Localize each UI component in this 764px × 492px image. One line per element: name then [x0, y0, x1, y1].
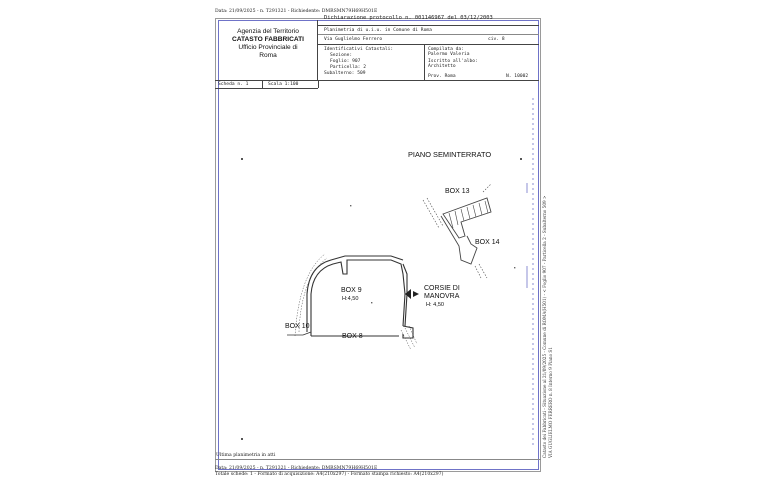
compiled-title: Compilata da:: [428, 47, 464, 52]
ident-subalterno: Subalterno: 509: [324, 71, 366, 76]
request-line: Data: 21/09/2025 - n. T291321 - Richiedente: DMRSMN79H69H501E: [215, 9, 378, 14]
last-plan-note: Ultima planimetria in atti: [216, 453, 276, 458]
floor-label: PIANO SEMINTERRATO: [408, 150, 492, 159]
ident-sezione: Sezione:: [330, 53, 353, 58]
ident-particella: Particella: 2: [330, 65, 366, 70]
registration-number: N. 10002: [506, 74, 529, 79]
protocol-line: Dichiarazione protocollo n. 001146967 del 03/12/2003: [324, 15, 493, 21]
ident-title: Identificativi Catastali:: [324, 47, 394, 52]
civic-number: civ. 8: [488, 37, 505, 42]
corsie-label-2: MANOVRA: [424, 293, 460, 300]
box9-height: H:4,50: [342, 296, 359, 302]
scheda-divider: [318, 80, 319, 88]
side-cadastral-line: Catasto dei Fabbricati - Situazione al 21/09/2025 - Comune di ROMA(H501) - < Foglio 907 - Particella 2 - Subalterno 509 >: [542, 195, 547, 458]
side-address-line: VIA GUGLIELMO FERRERO n. 8 Interno 9 Piano S1: [548, 347, 553, 458]
box13-box14-structure: [423, 184, 491, 278]
scheda-number: Scheda n. 1: [218, 82, 249, 87]
office-ufficio: Ufficio Provinciale di: [238, 44, 298, 51]
office-catasto: CATASTO FABBRICATI: [231, 36, 305, 43]
box8-label: BOX 8: [342, 333, 363, 340]
office-city: Roma: [259, 52, 277, 59]
header-divider: [424, 44, 425, 80]
header-rule: [318, 25, 539, 26]
planimetry-line: Planimetria di u.i.u. in Comune di Roma: [324, 28, 432, 33]
compiled-name: Palermo Valeria: [428, 52, 470, 57]
header-rule: [318, 34, 539, 35]
scale: Scala 1:100: [268, 82, 299, 87]
province: Prov. Roma: [428, 74, 456, 79]
office-agency: Agenzia del Territorio: [237, 28, 299, 35]
header-rule: [318, 44, 539, 45]
box14-label: BOX 14: [475, 239, 500, 246]
box9-structure: [307, 256, 413, 338]
header-rule: [318, 80, 539, 81]
corsie-height: H: 4,50: [426, 302, 445, 308]
scheda-divider: [262, 80, 263, 88]
registered-title: Iscritto all'albo:: [428, 59, 478, 64]
box10-leader: [287, 332, 311, 335]
footer-request: Data: 21/09/2025 - n. T291321 - Richiedente: DMRSMN79H69H501E: [215, 466, 378, 471]
footer-rule: [215, 459, 541, 460]
office-block: [218, 20, 318, 80]
box13-label: BOX 13: [445, 188, 470, 195]
floor-plan-drawing: [215, 88, 541, 458]
ident-foglio: Foglio: 907: [330, 59, 361, 64]
right-dashed-border: [527, 98, 533, 448]
scheda-rule: [215, 80, 318, 81]
corsie-label-1: CORSIE DI: [424, 285, 460, 292]
address-line: Via Guglielmo Ferrero: [324, 37, 383, 42]
box10-label: BOX 10: [285, 323, 310, 330]
box9-label: BOX 9: [341, 287, 362, 294]
header-info: [318, 15, 539, 80]
registered-role: Architetto: [428, 64, 456, 69]
footer-totals: Totale schede: 1 - Formato di acquisizione: A4(210x297) - Formato stampa richiesto: A4(210x297): [215, 472, 444, 477]
